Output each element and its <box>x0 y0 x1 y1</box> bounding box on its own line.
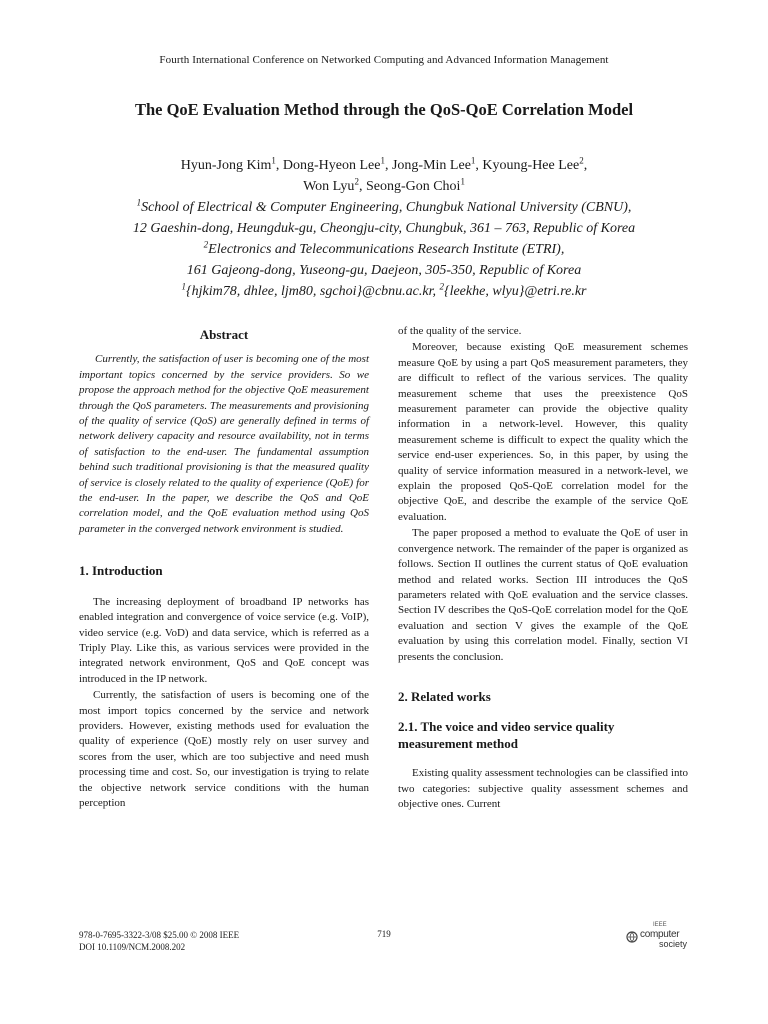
abstract-body: Currently, the satisfaction of user is becoming one of the most important topics concerned by the service providers. So we propose the approach method for the objective QoE measurement through the QoS parameters. The measurements and provisioning of the quality of service (QoS) are generally defined in terms of network delivery capacity and resource availability, not in terms of satisfaction to the end-user. The fundamental assumption behind such traditional provisioning is that the measured quality of service is closely related to the quality of experience (QoE) for the end-user. In the paper, we describe the QoS and QoE correlation model, and the QoE evaluation method using QoS parameter in the converged network environment is studied. <box>79 353 369 535</box>
affiliation-2-address: 161 Gajeong-dong, Yuseong-gu, Daejeon, 305-350, Republic of Korea <box>186 263 582 278</box>
paper-title: The QoE Evaluation Method through the QoS-QoE Correlation Model <box>134 100 634 119</box>
email-line <box>40 281 728 302</box>
logo-ieee-text: IEEE <box>653 922 667 928</box>
page-number: 719 <box>377 929 391 939</box>
affiliation-1 <box>40 197 728 218</box>
affiliation-sup: 2 <box>203 239 209 250</box>
globe-icon <box>626 931 638 943</box>
author-block <box>40 155 728 302</box>
author-line-2 <box>40 176 728 197</box>
email-text: {hjkim78, dhlee, ljm80, sgchoi}@cbnu.ac.kr, <box>186 284 440 299</box>
affiliation-text: School of Electrical & Computer Engineering, Chungbuk National University (CBNU), <box>141 200 632 215</box>
email-sup: 1 <box>181 281 186 292</box>
author-name: , Jong-Min Lee <box>384 158 471 173</box>
author-sup: 2 <box>579 155 584 166</box>
logo-society-text: society <box>659 939 688 949</box>
abstract-heading: Abstract <box>199 327 249 342</box>
right-column <box>398 324 688 814</box>
right-paragraph-2: The paper proposed a method to evaluate the QoE of user in convergence network. The remainder of the paper is organized as follows. Section II outlines the current status of QoE evaluation method and related works. Section III introduces the QoS parameters related with QoE evaluation and the service classes. Section IV describes the QoS-QoE correlation model for the QoE evaluation and section V gives the example of the QoE evaluation by using this correlation model. Finally, section VI presents the conclusion. <box>398 527 688 663</box>
subsection-heading: 2.1. The voice and video service quality measurement method <box>398 719 615 752</box>
author-sup: 2 <box>354 176 359 187</box>
author-sup: 1 <box>380 155 385 166</box>
email-sup: 2 <box>439 281 444 292</box>
logo-computer-text: computer <box>640 929 680 940</box>
affiliation-sup: 1 <box>136 197 142 208</box>
author-name: , Dong-Hyeon Lee <box>275 158 381 173</box>
conference-header: Fourth International Conference on Networked Computing and Advanced Information Management <box>159 54 609 66</box>
left-column <box>79 324 369 812</box>
affiliation-2 <box>40 239 728 260</box>
footer-isbn: 978-0-7695-3322-3/08 $25.00 © 2008 IEEE <box>79 930 240 940</box>
email-text: {leekhe, wlyu}@etri.re.kr <box>443 284 587 299</box>
author-sup: 1 <box>460 176 465 187</box>
author-line-1 <box>40 155 728 176</box>
author-name: Hyun-Jong Kim <box>180 158 272 173</box>
continued-paragraph: of the quality of the service. <box>398 325 522 337</box>
author-name: , Seong-Gon Choi <box>358 179 461 194</box>
author-sup: 1 <box>470 155 476 166</box>
affiliation-1-address: 12 Gaeshin-dong, Heungduk-gu, Cheongju-city, Chungbuk, 361 – 763, Republic of Korea <box>132 221 636 236</box>
author-sup: 1 <box>271 155 276 166</box>
author-name: , Kyoung-Hee Lee <box>475 158 580 173</box>
author-name: Won Lyu <box>303 179 355 194</box>
intro-heading: 1. Introduction <box>79 563 163 579</box>
intro-paragraph-2: Currently, the satisfaction of users is becoming one of the most import topics concerned by the service and network providers. However, existing methods used for evaluation the quality of experience (QoE) mostly rely on user survey and scores from the user, which are too subjective and need mush processing time and cost. So, our investigation is trying to relate the objective network service conditions with the human perception <box>79 689 369 809</box>
related-works-heading: 2. Related works <box>398 688 491 704</box>
ieee-computer-society-logo <box>626 922 696 952</box>
footer-doi: DOI 10.1109/NCM.2008.202 <box>79 942 186 952</box>
right-paragraph-1: Moreover, because existing QoE measurement schemes measure QoE by using a part QoS measurement parameters, they are difficult to reflect of the various services. The quality measurement scheme that uses the preexistence QoS measurement parameter can provide the objective quality information in a network-level. However, this quality measurement scheme is difficult to expect the quality which the service end-user experiences. So, in this paper, by using the quality of service information measured in a network-level, we explain the proposed QoS-QoE correlation model for the objective QoE, and describe the example of the service QoE evaluation. <box>398 341 688 523</box>
intro-paragraph-1: The increasing deployment of broadband IP networks has enabled integration and convergence of voice service (e.g. VoIP), video service (e.g. VoD) and data service, which is referred as a Triply Play. Like this, as various services were provided in the integrated network environment, QoS and QoE concept was introduced in the IP network. <box>79 595 369 685</box>
right-paragraph-3: Existing quality assessment technologies can be classified into two categories: subjective quality assessment schemes and objective ones. Current <box>398 767 688 811</box>
affiliation-text: Electronics and Telecommunications Research Institute (ETRI), <box>208 242 565 257</box>
author-separator: , <box>583 158 588 173</box>
